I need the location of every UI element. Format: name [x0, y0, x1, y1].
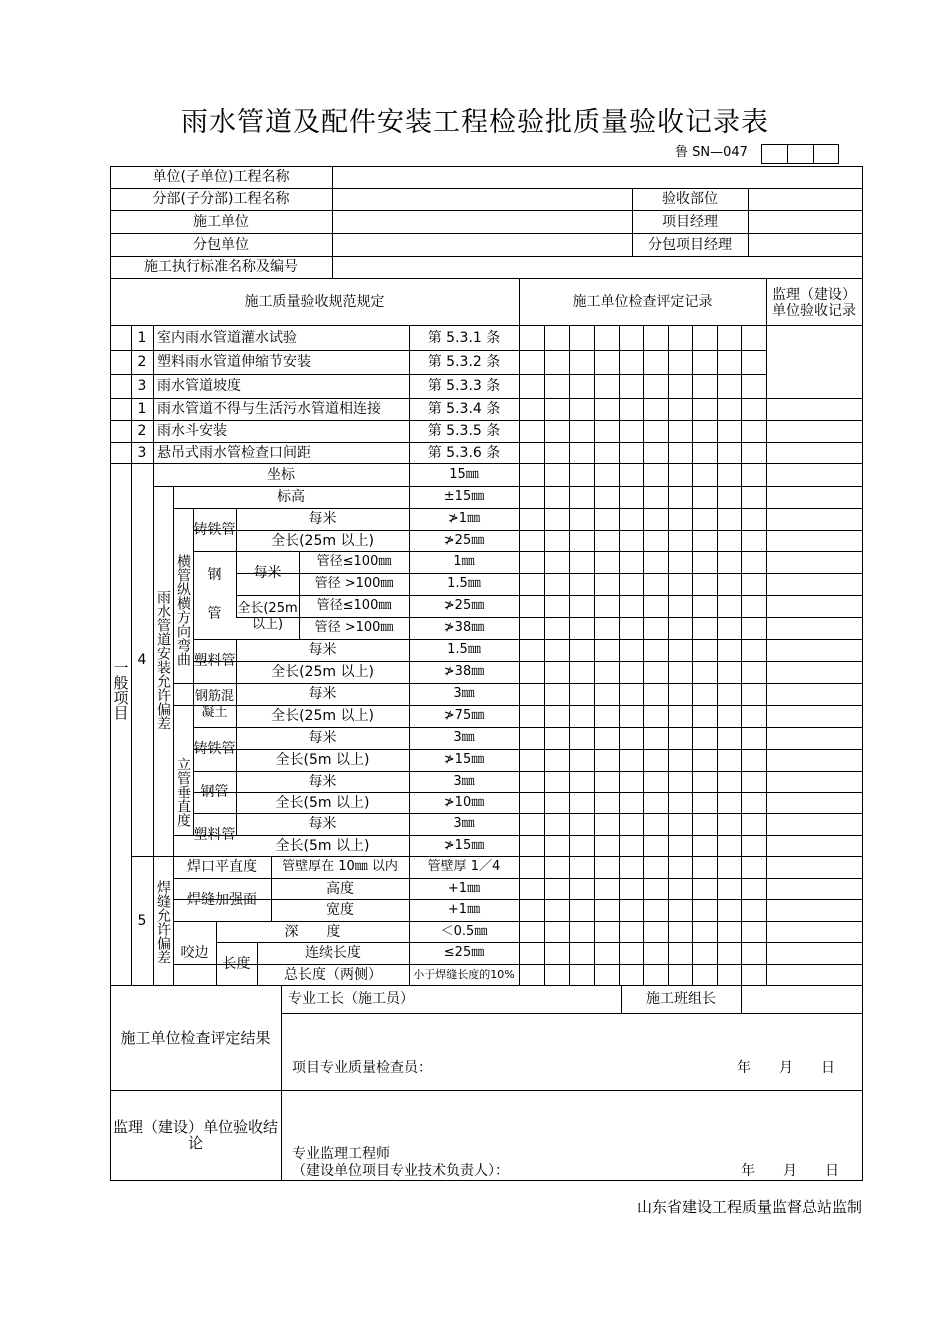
steel-vertical-label: 钢管 — [200, 784, 229, 800]
full-length-label: 全长(25m 以上) — [271, 708, 374, 724]
main-item-no: 1 — [137, 329, 147, 346]
depth-value: ＜0.5㎜ — [440, 923, 488, 939]
plastic-vertical-label: 塑料管 — [193, 826, 236, 843]
footer-issuer: 山东省建设工程质量监督总站监制 — [636, 1198, 862, 1216]
general-item-name: 悬吊式雨水管检查口间距 — [157, 444, 311, 461]
steel-label-2: 管 — [207, 605, 222, 622]
plastic-label: 塑料管 — [193, 653, 236, 669]
tolerance-value: 1㎜ — [453, 554, 475, 569]
tolerance-value: 1.5㎜ — [447, 576, 481, 591]
main-item-name: 雨水管道坡度 — [157, 378, 241, 394]
depth-label: 深 度 — [284, 923, 341, 940]
form-code: 鲁 SN—047 — [675, 145, 748, 160]
coordinate-label: 坐标 — [267, 466, 295, 483]
sub-project-label: 分部(子分部)工程名称 — [152, 191, 290, 207]
undercut-label: 咬边 — [180, 945, 209, 961]
full-length-label: 全长(25m 以上) — [271, 664, 374, 680]
general-item-clause: 第 5.3.6 条 — [427, 444, 501, 461]
tolerance-value: ≯25㎜ — [443, 598, 485, 613]
full-length-label: 全长(5m 以上) — [275, 837, 370, 854]
foreman-label: 专业工长（施工员） — [288, 991, 414, 1007]
total-length-label: 总长度（两侧） — [284, 966, 382, 983]
supervisor-date-label: 年 月 日 — [741, 1163, 839, 1179]
item-5-group-label: 焊缝允许偏差 — [155, 879, 171, 964]
main-item-no: 3 — [137, 378, 147, 394]
steel-label: 钢 — [207, 567, 222, 583]
height-label: 高度 — [326, 880, 354, 897]
main-item-clause: 第 5.3.2 条 — [427, 354, 501, 370]
inspector-label: 项目专业质量检查员： — [292, 1059, 432, 1076]
width-value: +1㎜ — [447, 902, 481, 917]
project-manager-label: 项目经理 — [662, 213, 718, 230]
item-4-group-label: 雨水管道安装允许偏差 — [155, 590, 171, 730]
horizontal-bend-label: 横管纵横方向弯曲 — [175, 554, 191, 666]
main-item-no: 2 — [137, 354, 147, 370]
length-label: 长度 — [222, 955, 251, 972]
per-meter-label: 每米 — [308, 642, 337, 658]
tolerance-value: 1.5㎜ — [447, 642, 481, 657]
per-meter-label: 每米 — [308, 730, 337, 746]
height-value: +1㎜ — [447, 880, 481, 896]
main-item-name: 塑料雨水管道伸缩节安装 — [157, 354, 311, 370]
diameter-gt-label: 管径 >100㎜ — [314, 620, 394, 635]
main-item-clause: 第 5.3.1 条 — [427, 329, 501, 346]
tolerance-value: ≯38㎜ — [443, 664, 485, 679]
general-item-no: 1 — [137, 401, 147, 417]
cast-iron-vertical-label: 铸铁管 — [193, 741, 236, 757]
elevation-label: 标高 — [277, 489, 305, 505]
general-item-name: 雨水斗安装 — [157, 423, 227, 439]
diameter-gt-label: 管径 >100㎜ — [314, 576, 394, 591]
tolerance-value: ≯25㎜ — [443, 532, 485, 548]
item-5-no: 5 — [137, 912, 147, 929]
per-meter-label: 每米 — [253, 565, 282, 581]
concrete-label: 钢筋混凝土 — [194, 689, 234, 720]
tolerance-value: ≯10㎜ — [443, 794, 485, 810]
unit-project-label: 单位(子单位)工程名称 — [152, 169, 290, 185]
tolerance-value: ≯75㎜ — [443, 708, 485, 723]
tolerance-value: ≯15㎜ — [443, 837, 485, 853]
tolerance-value: 3㎜ — [453, 730, 475, 745]
general-item-name: 雨水管道不得与生活污水管道相连接 — [157, 401, 381, 417]
general-item-clause: 第 5.3.5 条 — [427, 423, 501, 439]
continuous-length-label: 连续长度 — [305, 945, 361, 961]
contractor-result-label: 施工单位检查评定结果 — [120, 1028, 271, 1047]
page-title: 雨水管道及配件安装工程检验批质量验收记录表 — [181, 107, 769, 138]
tolerance-value: ≯15㎜ — [443, 752, 485, 767]
tolerance-value: 3㎜ — [453, 816, 475, 831]
tolerance-value: 3㎜ — [453, 773, 475, 789]
full-length-label: 全长(25m 以上) — [271, 532, 374, 549]
general-item-no: 3 — [137, 444, 147, 461]
per-meter-label: 每米 — [308, 686, 337, 702]
acceptance-part-label: 验收部位 — [662, 191, 718, 207]
team-leader-label: 施工班组长 — [646, 991, 716, 1007]
diameter-le-label: 管径≤100㎜ — [316, 598, 392, 613]
total-length-value: 小于焊缝长度的10% — [413, 967, 515, 981]
supervisor-engineer-label: 专业监理工程师 — [292, 1146, 390, 1162]
main-item-name: 室内雨水管道灌水试验 — [157, 329, 297, 346]
spec-column-head: 施工质量验收规范规定 — [244, 293, 385, 310]
diameter-le-label: 管径≤100㎜ — [316, 554, 392, 569]
cast-iron-label: 铸铁管 — [193, 521, 236, 538]
vertical-plumb-label: 立管垂直度 — [175, 756, 191, 827]
supervisor-result-label: 监理（建设）单位验收结论 — [112, 1118, 278, 1152]
width-label: 宽度 — [326, 902, 354, 918]
inspector-date-label: 年 月 日 — [737, 1059, 835, 1076]
general-item-no: 2 — [137, 423, 147, 439]
per-meter-label: 每米 — [308, 511, 337, 527]
per-meter-label: 每米 — [308, 773, 337, 790]
subcontractor-label: 分包单位 — [193, 236, 249, 253]
full-length-label: 全长(25m以上) — [237, 601, 298, 632]
standard-label: 施工执行标准名称及编号 — [144, 259, 298, 275]
main-item-clause: 第 5.3.3 条 — [427, 378, 501, 394]
tolerance-value: ≯38㎜ — [443, 620, 485, 635]
sub-project-manager-label: 分包项目经理 — [648, 236, 732, 253]
weld-reinforcement-label: 焊缝加强面 — [187, 891, 257, 908]
elevation-value: ±15㎜ — [443, 489, 485, 504]
coordinate-value: 15㎜ — [449, 466, 479, 482]
full-length-label: 全长(5m 以上) — [275, 794, 370, 811]
weld-flatness-label: 焊口平直度 — [187, 859, 257, 875]
check-column-head: 施工单位检查评定记录 — [572, 293, 713, 310]
continuous-length-value: ≤25㎜ — [443, 945, 485, 960]
wall-thickness-label: 管壁厚在 10㎜ 以内 — [282, 859, 398, 874]
contractor-label: 施工单位 — [193, 213, 249, 230]
tolerance-value: ≯1㎜ — [447, 511, 481, 526]
per-meter-label: 每米 — [308, 816, 337, 832]
supervisor-column-head: 监理（建设）单位验收记录 — [772, 286, 856, 319]
general-items-label: 一般项目 — [111, 660, 130, 720]
wall-thickness-value: 管壁厚 1／4 — [427, 859, 501, 874]
general-item-clause: 第 5.3.4 条 — [427, 401, 501, 417]
owner-rep-label: （建设单位项目专业技术负责人）： — [292, 1163, 509, 1179]
item-4-no: 4 — [137, 651, 147, 668]
full-length-label: 全长(5m 以上) — [275, 752, 370, 768]
tolerance-value: 3㎜ — [453, 686, 475, 701]
